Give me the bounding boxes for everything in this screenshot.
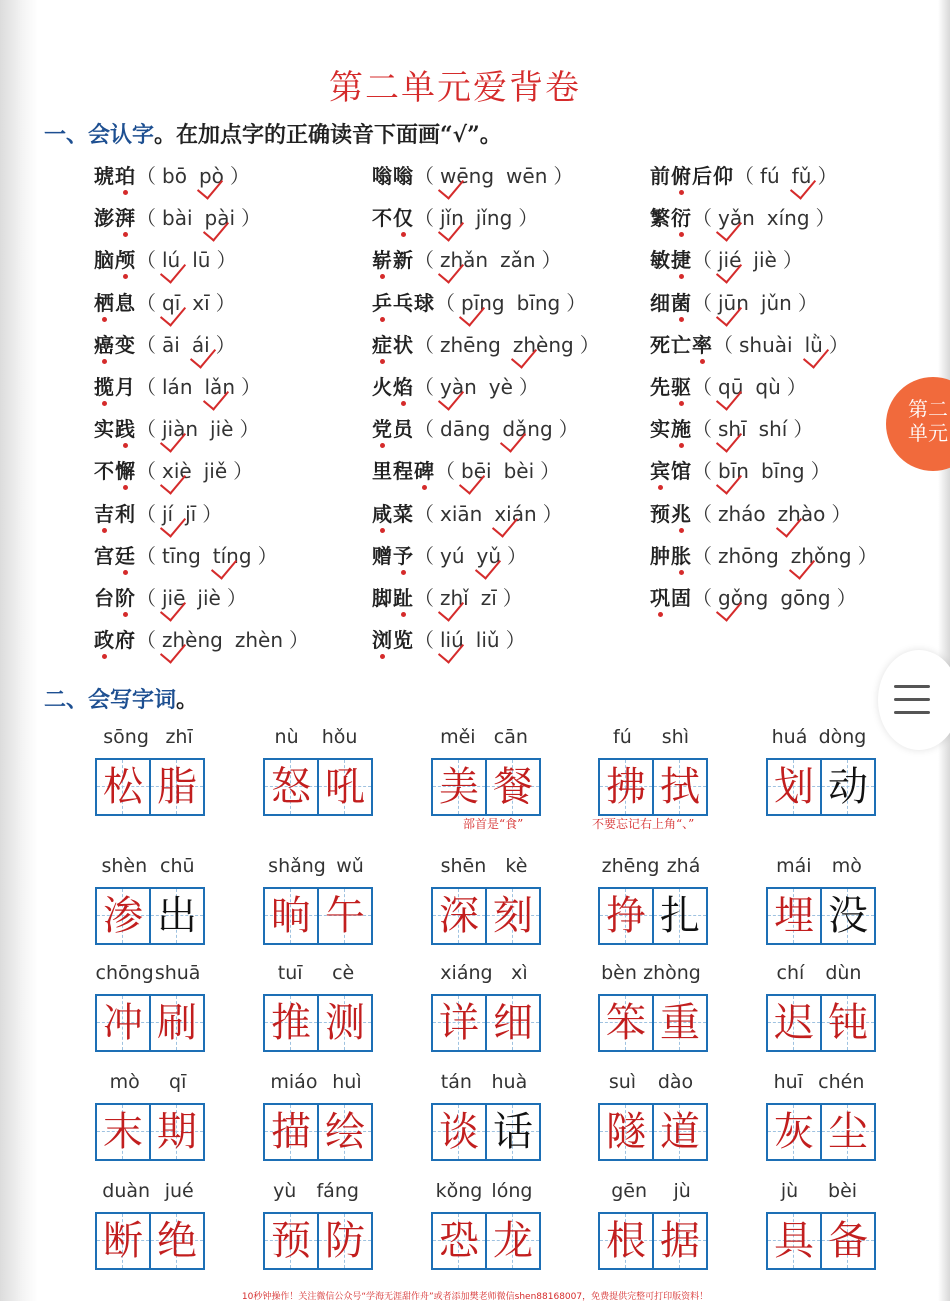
recognition-item: 火焰（ yàn yè ）: [372, 371, 539, 400]
hanzi-character: 刷: [157, 1000, 197, 1046]
pinyin-option[interactable]: zháo: [718, 501, 766, 526]
hanzi-character: 重: [660, 1000, 700, 1046]
pinyin-option[interactable]: dāng: [440, 417, 491, 442]
character-box[interactable]: [766, 1103, 876, 1161]
writing-pinyin: shēn kè: [440, 855, 528, 877]
pinyin-option[interactable]: bài: [162, 206, 193, 231]
hanzi-character: 午: [325, 893, 365, 939]
hanzi-character: 扎: [660, 893, 700, 939]
recognition-item: 预兆（ zháo zhào ）: [650, 498, 851, 527]
pinyin-option[interactable]: yè: [488, 375, 513, 399]
hanzi-character: 绘: [325, 1109, 365, 1155]
character-box[interactable]: [766, 758, 876, 816]
recognition-word: 浏览: [372, 628, 414, 652]
pinyin-option-checked[interactable]: yàn: [440, 375, 477, 399]
recognition-item: 巩固（ gǒng gōng ）: [650, 582, 857, 611]
pinyin-option-checked[interactable]: zhǎn: [440, 248, 489, 273]
page-title: 第二单元爱背卷: [329, 68, 581, 108]
hanzi-character: 拂: [606, 764, 646, 810]
pinyin-option-checked[interactable]: pò: [198, 164, 224, 188]
pinyin-option[interactable]: wēn: [506, 164, 548, 188]
writing-pinyin: mái mò: [776, 855, 862, 877]
writing-pinyin: jù bèi: [780, 1180, 858, 1202]
hanzi-character: 迟: [774, 1000, 814, 1046]
hanzi-character: 绝: [157, 1218, 197, 1264]
hamburger-menu-icon[interactable]: [878, 650, 950, 750]
hanzi-character: 恐: [439, 1218, 479, 1264]
writing-pinyin: nù hǒu: [274, 726, 358, 748]
pinyin-option-checked[interactable]: pīng: [461, 290, 505, 315]
hanzi-character: 末: [103, 1109, 143, 1155]
left-page-shadow: [0, 0, 38, 1301]
recognition-item: 里程碑（ bēi bèi ）: [372, 455, 560, 484]
pinyin-option[interactable]: zhèn: [234, 628, 284, 653]
recognition-word: 赠予: [372, 544, 414, 568]
character-box[interactable]: [95, 1103, 205, 1161]
pinyin-option-checked[interactable]: liú: [440, 628, 464, 653]
pinyin-option[interactable]: shí: [758, 417, 788, 442]
pinyin-option[interactable]: qù: [755, 375, 781, 399]
recognition-word: 火焰: [372, 375, 414, 399]
recognition-item: 脑颅（ lú lū ）: [94, 244, 236, 273]
pinyin-option[interactable]: zī: [480, 586, 497, 610]
menu-bar: [894, 685, 930, 688]
pinyin-option-checked[interactable]: xián: [494, 501, 537, 526]
pinyin-option-checked[interactable]: zhèng: [512, 332, 574, 357]
recognition-item: 党员（ dāng dǎng ）: [372, 413, 579, 442]
writing-pinyin: měi cān: [440, 726, 528, 748]
writing-pinyin: mò qī: [109, 1071, 187, 1093]
recognition-word: 繁衍: [650, 206, 692, 230]
section2-number: 二、: [44, 688, 89, 713]
recognition-item: 不懈（ xiè jiě ）: [94, 455, 253, 484]
hanzi-character: 没: [828, 893, 868, 939]
character-box[interactable]: [263, 1103, 373, 1161]
note-dot: 不要忘记右上角“、”: [592, 817, 695, 831]
recognition-item: 实践（ jiàn jiè ）: [94, 413, 259, 442]
pinyin-option[interactable]: jǔn: [760, 290, 792, 315]
pinyin-option[interactable]: bō: [162, 164, 187, 188]
section1-heading: [44, 118, 502, 149]
hanzi-character: 推: [271, 1000, 311, 1046]
recognition-word: 脚趾: [372, 586, 414, 610]
pinyin-option-checked[interactable]: shī: [718, 417, 747, 442]
pinyin-option-checked[interactable]: zhǒng: [790, 543, 852, 568]
recognition-item: 前俯后仰（ fú fǔ ）: [650, 160, 837, 189]
recognition-item: 肿胀（ zhōng zhǒng ）: [650, 540, 878, 569]
recognition-item: 澎湃（ bài pài ）: [94, 202, 261, 231]
pinyin-option-checked[interactable]: yǔ: [476, 543, 502, 568]
hanzi-character: 测: [325, 1000, 365, 1046]
pinyin-option[interactable]: jī: [185, 501, 197, 526]
hanzi-character: 松: [103, 764, 143, 810]
writing-pinyin: chōng shuā: [95, 962, 201, 984]
writing-pinyin: tuī cè: [277, 962, 355, 984]
character-box[interactable]: [263, 887, 373, 945]
recognition-item: 宫廷（ tīng tíng ）: [94, 540, 278, 569]
recognition-word: 死亡率: [650, 333, 713, 357]
hanzi-character: 钝: [828, 1000, 868, 1046]
hanzi-character: 话: [493, 1109, 533, 1155]
section2-end: 。: [176, 688, 199, 713]
hanzi-character: 拭: [660, 764, 700, 810]
recognition-item: 揽月（ lán lǎn ）: [94, 371, 261, 400]
recognition-item: 台阶（ jiē jiè ）: [94, 582, 247, 611]
recognition-word: 乒乓球: [372, 291, 435, 315]
recognition-word: 敏捷: [650, 248, 692, 272]
recognition-word: 癌变: [94, 333, 136, 357]
pinyin-option[interactable]: zǎn: [500, 248, 536, 273]
pinyin-option[interactable]: jiè: [197, 586, 221, 610]
hanzi-character: 划: [774, 764, 814, 810]
recognition-item: 死亡率（ shuài lǜ ）: [650, 329, 849, 358]
character-box[interactable]: [95, 887, 205, 945]
recognition-item: 敏捷（ jié jiè ）: [650, 244, 803, 273]
footer-note: 10秒钟操作！关注微信公众号“学海无涯甜作舟”或者添加樊老师微信shen88168007，免费提供完整可打印版资料！: [241, 1292, 709, 1302]
character-box[interactable]: [431, 1212, 541, 1270]
recognition-word: 栖息: [94, 291, 136, 315]
pinyin-option-checked[interactable]: gǒng: [718, 586, 769, 610]
recognition-item: 细菌（ jūn jǔn ）: [650, 287, 818, 316]
character-box[interactable]: [263, 758, 373, 816]
recognition-word: 宾馆: [650, 459, 692, 483]
recognition-item: 浏览（ liú liǔ ）: [372, 624, 526, 653]
pinyin-option-checked[interactable]: jiàn: [162, 417, 199, 442]
hanzi-character: 尘: [828, 1109, 868, 1155]
character-box[interactable]: [766, 994, 876, 1052]
pinyin-option[interactable]: tīng: [162, 543, 201, 568]
writing-pinyin: fú shì: [613, 726, 689, 748]
pinyin-option-checked[interactable]: tíng: [212, 543, 252, 568]
character-box[interactable]: [95, 758, 205, 816]
pinyin-option-checked[interactable]: jí: [162, 501, 174, 526]
character-box[interactable]: [598, 758, 708, 816]
character-box[interactable]: [766, 1212, 876, 1270]
pinyin-option[interactable]: fú: [760, 164, 780, 188]
section1-instruction: 。在加点字的正确读音下面画“√”。: [154, 122, 502, 148]
hanzi-character: 怒: [271, 764, 311, 810]
hanzi-character: 笨: [606, 1000, 646, 1046]
recognition-word: 里程碑: [372, 459, 435, 483]
recognition-item: 乒乓球（ pīng bīng ）: [372, 287, 586, 316]
recognition-word: 琥珀: [94, 164, 136, 188]
hanzi-character: 隧: [606, 1109, 646, 1155]
pinyin-option-checked[interactable]: zhào: [777, 501, 826, 526]
recognition-item: 症状（ zhēng zhèng ）: [372, 329, 600, 358]
note-radical: 部首是“食”: [463, 817, 524, 831]
pinyin-option[interactable]: bīng: [760, 459, 805, 484]
pinyin-option[interactable]: jiè: [210, 417, 234, 442]
hanzi-character: 期: [157, 1109, 197, 1155]
writing-pinyin: huá dòng: [771, 726, 867, 748]
writing-pinyin: tán huà: [440, 1071, 528, 1093]
character-box[interactable]: [598, 1212, 708, 1270]
character-box[interactable]: [431, 994, 541, 1052]
character-box[interactable]: [431, 758, 541, 816]
section2-title: 会写字词: [88, 688, 177, 713]
character-box[interactable]: [598, 994, 708, 1052]
hanzi-character: 晌: [271, 893, 311, 939]
character-box[interactable]: [598, 887, 708, 945]
hanzi-character: 脂: [157, 764, 197, 810]
pinyin-option[interactable]: xíng: [766, 206, 810, 231]
recognition-item: 繁衍（ yǎn xíng ）: [650, 202, 836, 231]
hanzi-character: 断: [103, 1218, 143, 1264]
character-box[interactable]: [263, 1212, 373, 1270]
recognition-word: 党员: [372, 417, 414, 441]
pinyin-option[interactable]: lán: [162, 375, 193, 399]
recognition-word: 巩固: [650, 586, 692, 610]
hanzi-character: 出: [157, 893, 197, 939]
pinyin-option-checked[interactable]: pài: [204, 206, 236, 231]
hanzi-character: 埋: [774, 893, 814, 939]
hanzi-character: 刻: [493, 893, 533, 939]
pinyin-option-checked[interactable]: bīn: [718, 459, 749, 484]
recognition-word: 实施: [650, 417, 692, 441]
pinyin-option-checked[interactable]: jiē: [162, 586, 186, 610]
recognition-item: 崭新（ zhǎn zǎn ）: [372, 244, 562, 273]
hanzi-character: 详: [439, 1000, 479, 1046]
character-box[interactable]: [598, 1103, 708, 1161]
pinyin-option[interactable]: shuài: [739, 332, 793, 357]
recognition-word: 崭新: [372, 248, 414, 272]
pinyin-option[interactable]: zhēng: [440, 332, 501, 357]
recognition-word: 台阶: [94, 586, 136, 610]
pinyin-option-checked[interactable]: jié: [718, 248, 742, 273]
pinyin-option-checked[interactable]: jǐn: [440, 206, 464, 231]
hanzi-character: 具: [774, 1218, 814, 1264]
character-box[interactable]: [431, 1103, 541, 1161]
pinyin-option-checked[interactable]: bēi: [461, 459, 492, 484]
writing-pinyin: yù fáng: [273, 1180, 359, 1202]
hanzi-character: 预: [271, 1218, 311, 1264]
character-box[interactable]: [263, 994, 373, 1052]
recognition-item: 癌变（ āi ái ）: [94, 329, 236, 358]
writing-pinyin: zhēng zhá: [601, 855, 701, 877]
character-box[interactable]: [95, 1212, 205, 1270]
hanzi-character: 备: [828, 1218, 868, 1264]
pinyin-option-checked[interactable]: fǔ: [791, 164, 812, 188]
hanzi-character: 细: [493, 1000, 533, 1046]
recognition-item: 先驱（ qū qù ）: [650, 371, 807, 400]
pinyin-option[interactable]: āi: [162, 332, 180, 357]
pinyin-option[interactable]: xiān: [440, 501, 483, 526]
character-box[interactable]: [95, 994, 205, 1052]
pinyin-option[interactable]: liǔ: [475, 628, 500, 653]
pinyin-option-checked[interactable]: wēng: [440, 164, 495, 188]
hanzi-character: 餐: [493, 764, 533, 810]
recognition-item: 琥珀（ bō pò ）: [94, 160, 250, 189]
recognition-word: 实践: [94, 417, 136, 441]
pinyin-option-checked[interactable]: dǎng: [502, 417, 553, 442]
pinyin-option[interactable]: xī: [192, 290, 210, 315]
pinyin-option-checked[interactable]: xiè: [162, 459, 192, 484]
right-page-shadow: [938, 0, 950, 1301]
hanzi-character: 美: [439, 764, 479, 810]
pinyin-option[interactable]: gōng: [780, 586, 831, 610]
writing-pinyin: shǎng wǔ: [268, 855, 364, 877]
hanzi-character: 谈: [439, 1109, 479, 1155]
writing-pinyin: shèn chū: [101, 855, 195, 877]
recognition-item: 嗡嗡（ wēng wēn ）: [372, 164, 574, 188]
hanzi-character: 描: [271, 1109, 311, 1155]
recognition-item: 政府（ zhèng zhèn ）: [94, 624, 309, 653]
recognition-word: 预兆: [650, 502, 692, 526]
writing-pinyin: duàn jué: [102, 1180, 194, 1202]
recognition-word: 脑颅: [94, 248, 136, 272]
character-box[interactable]: [431, 887, 541, 945]
recognition-word: 吉利: [94, 502, 136, 526]
hanzi-character: 冲: [103, 1000, 143, 1046]
hanzi-character: 渗: [103, 893, 143, 939]
recognition-word: 细菌: [650, 291, 692, 315]
recognition-item: 实施（ shī shí ）: [650, 413, 813, 442]
recognition-item: 咸菜（ xiān xián ）: [372, 498, 563, 527]
character-box[interactable]: [766, 887, 876, 945]
writing-pinyin: xiáng xì: [440, 962, 528, 984]
writing-pinyin: suì dào: [608, 1071, 694, 1093]
pinyin-option[interactable]: jiè: [753, 248, 777, 273]
pinyin-option-checked[interactable]: zhǐ: [440, 586, 469, 610]
hanzi-character: 道: [660, 1109, 700, 1155]
recognition-item: 赠予（ yú yǔ ）: [372, 540, 527, 569]
writing-pinyin: chí dùn: [776, 962, 862, 984]
pinyin-option-checked[interactable]: qī: [162, 290, 181, 315]
recognition-word: 不仅: [372, 206, 414, 230]
recognition-word: 政府: [94, 628, 136, 652]
recognition-item: 宾馆（ bīn bīng ）: [650, 455, 831, 484]
recognition-word: 肿胀: [650, 544, 692, 568]
pinyin-option[interactable]: bīng: [516, 290, 561, 315]
recognition-word: 前俯后仰: [650, 164, 734, 188]
writing-pinyin: kǒng lóng: [435, 1180, 533, 1202]
writing-pinyin: huī chén: [773, 1071, 865, 1093]
pinyin-option[interactable]: bèi: [503, 459, 535, 484]
section2-heading: [44, 683, 198, 714]
writing-pinyin: gēn jù: [611, 1180, 691, 1202]
recognition-item: 栖息（ qī xī ）: [94, 287, 236, 316]
hanzi-character: 吼: [325, 764, 365, 810]
pinyin-option-checked[interactable]: zhèng: [162, 628, 223, 653]
menu-bar: [894, 711, 930, 714]
hanzi-character: 根: [606, 1218, 646, 1264]
hanzi-character: 挣: [606, 893, 646, 939]
recognition-word: 症状: [372, 333, 414, 357]
pinyin-option-checked[interactable]: jūn: [718, 290, 749, 315]
writing-pinyin: miáo huì: [270, 1071, 362, 1093]
recognition-item: 脚趾（ zhǐ zī ）: [372, 582, 523, 611]
hanzi-character: 深: [439, 893, 479, 939]
writing-pinyin: bèn zhòng: [601, 962, 701, 984]
writing-pinyin: sōng zhī: [103, 726, 193, 748]
unit-badge[interactable]: [886, 377, 950, 471]
badge-line2: 单元: [908, 421, 948, 445]
hanzi-character: 灰: [774, 1109, 814, 1155]
section1-number: 一、: [44, 123, 89, 148]
pinyin-option[interactable]: zhōng: [718, 543, 779, 568]
hanzi-character: 据: [660, 1218, 700, 1264]
pinyin-option-checked[interactable]: ái: [191, 332, 210, 357]
recognition-word: 嗡嗡: [372, 164, 414, 188]
recognition-word: 咸菜: [372, 502, 414, 526]
pinyin-option-checked[interactable]: lú: [162, 248, 181, 273]
recognition-word: 不懈: [94, 459, 136, 483]
badge-line1: 第二: [908, 397, 948, 421]
pinyin-option[interactable]: lū: [192, 248, 211, 273]
pinyin-option-checked[interactable]: lǎn: [204, 375, 235, 399]
pinyin-option-checked[interactable]: lǜ: [804, 332, 823, 357]
recognition-item: 不仅（ jǐn jǐng ）: [372, 202, 538, 231]
recognition-word: 宫廷: [94, 544, 136, 568]
pinyin-option-checked[interactable]: qū: [718, 375, 744, 399]
menu-bar: [894, 698, 930, 701]
pinyin-option-checked[interactable]: yǎn: [718, 206, 755, 231]
pinyin-option[interactable]: jiě: [203, 459, 228, 484]
recognition-word: 先驱: [650, 375, 692, 399]
section1-title: 会认字: [88, 123, 155, 148]
hanzi-character: 龙: [493, 1218, 533, 1264]
recognition-word: 揽月: [94, 375, 136, 399]
hanzi-character: 动: [828, 764, 868, 810]
recognition-item: 吉利（ jí jī ）: [94, 498, 222, 527]
recognition-word: 澎湃: [94, 206, 136, 230]
pinyin-option[interactable]: yú: [440, 543, 465, 568]
hanzi-character: 防: [325, 1218, 365, 1264]
pinyin-option[interactable]: jǐng: [475, 206, 513, 231]
